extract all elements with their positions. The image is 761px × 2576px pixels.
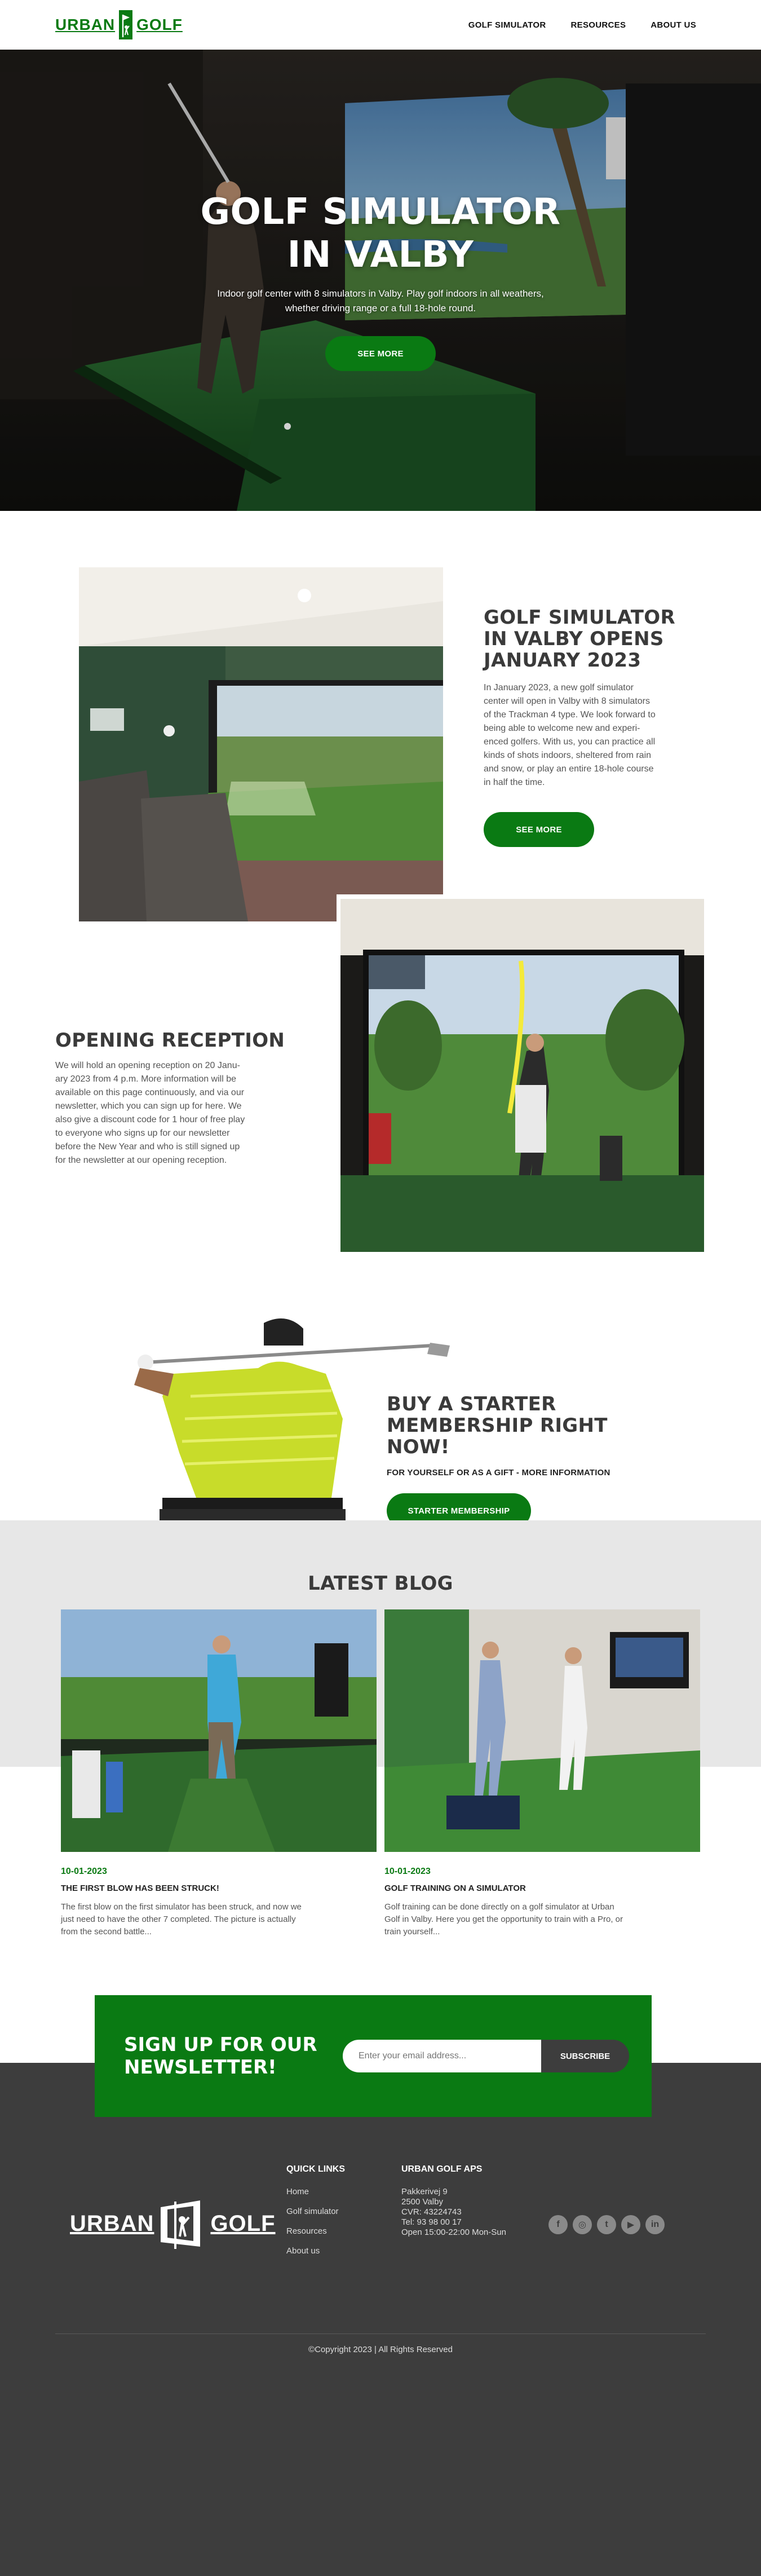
blog-card[interactable]	[61, 1609, 377, 1938]
reception-line: for the newsletter at our opening reception.	[55, 1155, 227, 1165]
excerpt-line: Golf training can be done directly on a golf simulator at Urban	[384, 1902, 614, 1912]
site-header	[0, 0, 761, 50]
reception-line: to everyone who signs up for our newsletter	[55, 1128, 230, 1138]
hero-subtitle-line2: whether driving range or a full 18-hole round.	[285, 303, 476, 314]
excerpt-line: The first blow on the first simulator has been struck, and now we	[61, 1902, 302, 1912]
blog-card-excerpt	[61, 1901, 377, 1938]
company-phone[interactable]: Tel: 93 98 00 17	[401, 2217, 462, 2227]
newsletter-title	[124, 2034, 317, 2079]
instagram-icon[interactable]: ◎	[573, 2215, 592, 2234]
logo-text-urban: URBAN	[55, 16, 116, 33]
hero-subtitle	[0, 286, 761, 316]
opening-title-line1: GOLF SIMULATOR	[484, 606, 675, 629]
excerpt-line: from the second battle...	[61, 1927, 152, 1937]
company-cvr: CVR: 43224743	[401, 2207, 462, 2217]
blog-card-image[interactable]	[384, 1609, 700, 1852]
opening-line: enced golfers. With us, you can practice all	[484, 737, 656, 747]
membership-tagline[interactable]: FOR YOURSELF OR AS A GIFT - MORE INFORMATION	[387, 1468, 610, 1477]
newsletter-email-input[interactable]	[343, 2040, 541, 2072]
latest-blog-section	[0, 1520, 761, 2063]
opening-line: In January 2023, a new golf simulator	[484, 683, 634, 692]
lounge-simulator-image	[79, 567, 443, 921]
golfer-flag-icon	[118, 9, 133, 41]
reception-line: before the New Year and who is still signed up	[55, 1142, 240, 1152]
hero-section	[0, 50, 761, 511]
reception-line: available on this page continuously, and via our	[55, 1088, 245, 1097]
about-section	[0, 511, 761, 1520]
excerpt-line: just need to have the other 7 completed. The picture is actually	[61, 1915, 296, 1924]
opening-line: kinds of shots indoors, sheltered from rain	[484, 751, 652, 760]
logo-text-golf: GOLF	[136, 16, 183, 33]
reception-line: ary 2023 from 4 p.m. More information will be	[55, 1074, 237, 1084]
opening-line: being able to welcome new and experi-	[484, 724, 640, 733]
hero-title-line1: GOLF SIMULATOR	[200, 191, 561, 233]
trackman-simulator-image	[340, 899, 704, 1252]
footer-logo-text-urban: URBAN	[70, 2211, 154, 2236]
nav-resources[interactable]: RESOURCES	[570, 20, 626, 30]
excerpt-line: train yourself...	[384, 1927, 440, 1937]
opening-line: center will open in Valby with 8 simulators	[484, 696, 650, 706]
excerpt-line: Golf in Valby. Here you get the opportunity to train with a Pro, or	[384, 1915, 623, 1924]
blog-card-image[interactable]	[61, 1609, 377, 1852]
opening-title-line2: IN VALBY OPENS	[484, 628, 664, 650]
blog-card[interactable]	[384, 1609, 700, 1938]
twitter-icon[interactable]: t	[597, 2215, 616, 2234]
company-title: URBAN GOLF APS	[401, 2164, 483, 2174]
hero-content	[0, 191, 761, 371]
blog-heading: LATEST BLOG	[308, 1572, 453, 1595]
blog-card-date: 10-01-2023	[384, 1867, 431, 1876]
blog-card-excerpt	[384, 1901, 700, 1938]
footer-logo-text-golf: GOLF	[210, 2211, 276, 2236]
subscribe-button[interactable]: SUBSCRIBE	[541, 2040, 629, 2072]
footer-link-resources[interactable]: Resources	[286, 2226, 327, 2236]
starter-membership-button[interactable]: STARTER MEMBERSHIP	[387, 1493, 531, 1528]
urban-golf-logo[interactable]	[55, 9, 183, 41]
copyright-text: ©Copyright 2023 | All Rights Reserved	[308, 2345, 453, 2354]
opening-line: and snow, or play an entire 18-hole course	[484, 764, 654, 774]
youtube-icon[interactable]: ▶	[621, 2215, 640, 2234]
site-footer	[0, 2034, 761, 2576]
linkedin-icon[interactable]: in	[645, 2215, 665, 2234]
opening-title-line3: JANUARY 2023	[484, 649, 641, 672]
membership-title-line1: BUY A STARTER	[387, 1393, 556, 1415]
newsletter-title-line1: SIGN UP FOR OUR	[124, 2034, 317, 2056]
footer-golfer-flag-icon	[158, 2197, 206, 2250]
nav-about-us[interactable]: ABOUT US	[651, 20, 696, 30]
company-city: 2500 Valby	[401, 2197, 443, 2207]
reception-line: We will hold an opening reception on 20 Janu-	[55, 1061, 240, 1070]
nav-golf-simulator[interactable]: GOLF SIMULATOR	[468, 20, 546, 30]
facebook-icon[interactable]: f	[548, 2215, 568, 2234]
footer-quick-links	[286, 2164, 345, 2256]
company-address: Pakkerivej 9	[401, 2187, 448, 2196]
membership-title-line2: MEMBERSHIP RIGHT	[387, 1414, 608, 1437]
quick-links-title: QUICK LINKS	[286, 2164, 345, 2174]
opening-paragraph	[484, 681, 698, 789]
membership-title	[387, 1393, 680, 1458]
opening-line: of the Trackman 4 type. We look forward to	[484, 710, 656, 720]
social-links	[548, 2215, 665, 2234]
golfer-swing-image	[106, 1312, 343, 1520]
reception-paragraph	[55, 1059, 298, 1167]
newsletter-box	[95, 1995, 652, 2117]
opening-text-block	[484, 607, 698, 847]
membership-text-block	[387, 1393, 680, 1528]
opening-line: in half the time.	[484, 778, 545, 787]
hero-see-more-button[interactable]: SEE MORE	[325, 336, 436, 371]
opening-see-more-button[interactable]: SEE MORE	[484, 812, 594, 847]
footer-link-home[interactable]: Home	[286, 2187, 309, 2196]
newsletter-form	[343, 2040, 629, 2072]
footer-link-about-us[interactable]: About us	[286, 2246, 320, 2256]
opening-title	[484, 607, 698, 671]
reception-line: newsletter, which you can sign up for here. We	[55, 1101, 242, 1111]
footer-company-info	[401, 2164, 506, 2238]
membership-title-line3: NOW!	[387, 1436, 450, 1458]
blog-grid	[61, 1609, 700, 1938]
footer-link-golf-simulator[interactable]: Golf simulator	[286, 2207, 339, 2216]
hero-title	[0, 191, 761, 276]
company-hours: Open 15:00-22:00 Mon-Sun	[401, 2227, 506, 2237]
hero-title-line2: IN VALBY	[287, 234, 474, 276]
hero-subtitle-line1: Indoor golf center with 8 simulators in Valby. Play golf indoors in all weathers,	[217, 288, 544, 299]
main-nav	[468, 20, 696, 30]
blog-card-title[interactable]: THE FIRST BLOW HAS BEEN STRUCK!	[61, 1884, 219, 1893]
reception-text-block	[55, 1030, 298, 1167]
reception-title: OPENING RECEPTION	[55, 1029, 285, 1052]
footer-logo[interactable]	[70, 2197, 276, 2250]
newsletter-title-line2: NEWSLETTER!	[124, 2056, 277, 2079]
blog-card-title[interactable]: GOLF TRAINING ON A SIMULATOR	[384, 1884, 526, 1893]
blog-card-date: 10-01-2023	[61, 1867, 107, 1876]
reception-line: also give a discount code for 1 hour of free play	[55, 1115, 245, 1124]
